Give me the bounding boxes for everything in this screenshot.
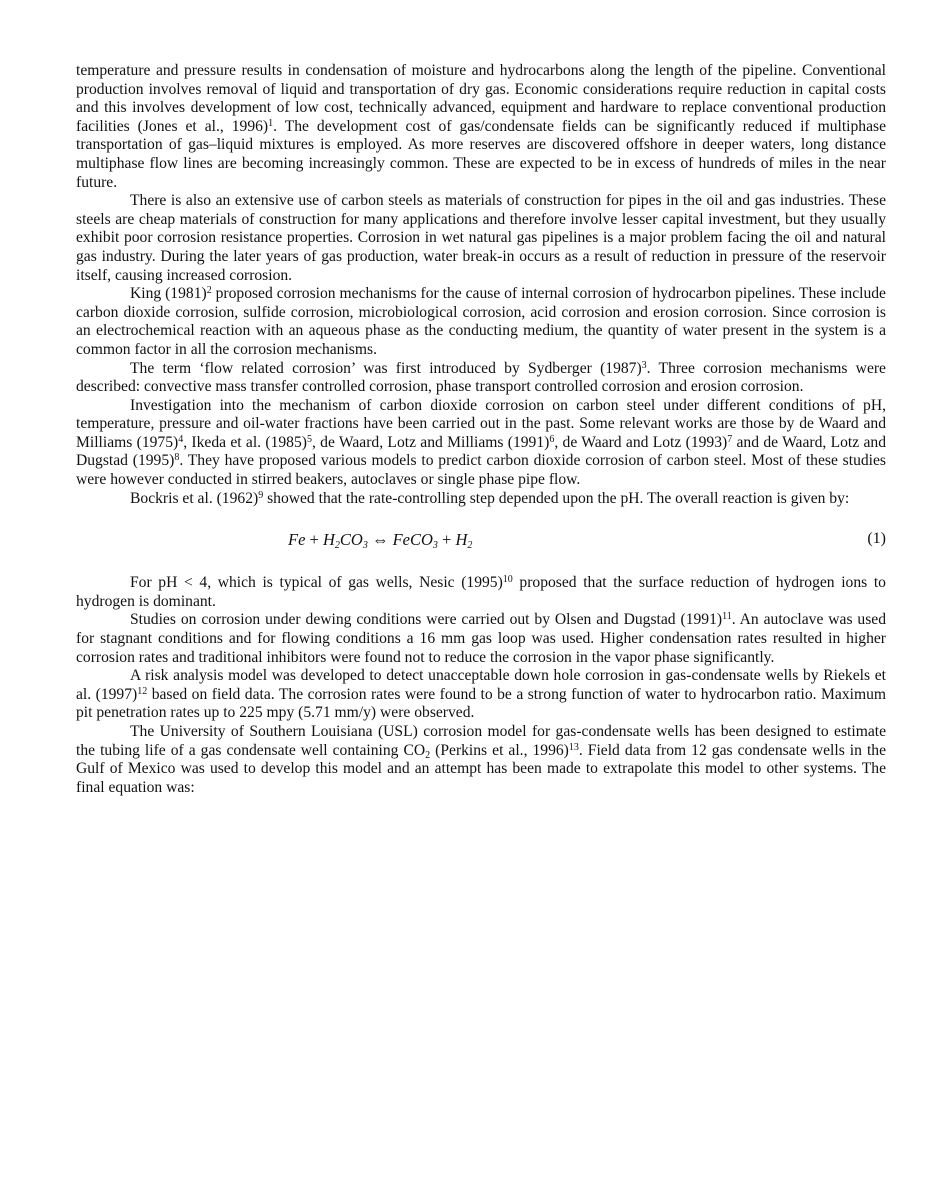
eq-h-sub: 2: [334, 540, 340, 552]
paragraph-8-text-b: . An autoclave was used for stagnant conditions and for flowing conditions a 16 mm gas loop was used. Higher condensation rates resulted in higher corrosion rates and traditional inhibitors were found not to reduce the corrosion in the vapor phase significantly.: [76, 611, 887, 666]
eq-plus-1: +: [309, 530, 319, 550]
eq-fe: Fe: [288, 530, 306, 550]
paragraph-10: [76, 723, 886, 797]
paragraph-9-text-a: A risk analysis model was developed to detect unacceptable down hole corrosion in gas-condensate wells by Riekels et al. (1997): [76, 667, 886, 703]
equation-formula: [288, 530, 472, 550]
reference-2: 2: [206, 285, 212, 297]
paragraph-5-text-e: and de Waard, Lotz and Dugstad (1995): [76, 433, 886, 470]
paragraph-7-text-a: For pH < 4, which is typical of gas wells, Nesic (1995): [130, 574, 503, 592]
paragraph-5-text-c: , de Waard, Lotz and Milliams (1991): [311, 433, 550, 451]
eq-plus-2: +: [442, 530, 452, 550]
reference-9: 9: [258, 489, 264, 501]
paragraph-9-text-b: based on field data. The corrosion rates were found to be a strong function of water to hydrocarbon ratio. Maximum pit penetration rates up to 225 mpy (5.71 mm/y) were observed.: [76, 685, 887, 722]
eq-feco-sub: 3: [432, 540, 438, 552]
reference-13: 13: [568, 741, 579, 753]
paragraph-10-text-b: (Perkins et al., 1996): [430, 741, 569, 759]
reference-12: 12: [137, 685, 148, 697]
paragraph-1-text-b: . The development cost of gas/condensate fields can be significantly reduced if multiphase transportation of gas–liquid mixtures is employed. As more reserves are discovered offshore in deeper waters, long distance multiphase flow lines are becoming increasingly common. These are expected to be in excess of hundreds of miles in the near future.: [76, 117, 886, 191]
paragraph-6-text-b: showed that the rate-controlling step depended upon the pH. The overall reaction is given by:: [263, 489, 850, 507]
eq-h2-sub: 2: [467, 540, 473, 552]
reference-4: 4: [178, 433, 184, 445]
paragraph-1: [76, 62, 886, 192]
paragraph-5-text-b: , Ikeda et al. (1985): [183, 433, 307, 451]
paragraph-5-text-a: Investigation into the mechanism of carbon dioxide corrosion on carbon steel under different conditions of pH, temperature, pressure and oil-water fractions have been carried out in the past. Some relevant works are those by de Waard and Milliams (1975): [76, 396, 886, 451]
eq-h: H: [322, 530, 335, 550]
reference-3: 3: [641, 359, 647, 371]
paragraph-5: [76, 397, 886, 490]
paragraph-4-text-a: The term ‘flow related corrosion’ was first introduced by Sydberger (1987): [130, 359, 642, 377]
reference-7: 7: [727, 433, 733, 445]
paragraph-8: [76, 611, 886, 667]
paragraph-6: [76, 490, 886, 509]
eq-h2: H: [455, 530, 468, 550]
paragraph-3: [76, 285, 886, 359]
paragraph-3-text-b: proposed corrosion mechanisms for the cause of internal corrosion of hydrocarbon pipelines. These include carbon dioxide corrosion, sulfide corrosion, microbiological corrosion, acid corrosion and erosion corrosion. Since corrosion is an electrochemical reaction with an aqueous phase as the conducting medium, the quantity of water present in the system is a common factor in all the corrosion mechanisms.: [76, 285, 886, 358]
paragraph-3-text-a: King (1981): [130, 285, 207, 303]
eq-co: CO: [339, 530, 363, 550]
paragraph-9: [76, 667, 886, 723]
eq-co-sub: 3: [362, 540, 368, 552]
reference-5: 5: [306, 433, 312, 445]
paragraph-6-text-a: Bockris et al. (1962): [130, 489, 259, 507]
paragraph-4-text-b: . Three corrosion mechanisms were described: convective mass transfer controlled corrosion, phase transport controlled corrosion and erosion corrosion.: [76, 359, 886, 396]
equation-number: (1): [867, 530, 886, 548]
eq-arrow: ⇔: [371, 530, 389, 550]
paragraph-10-text-a: The University of Southern Louisiana (USL) corrosion model for gas-condensate wells has been designed to estimate the tubing life of a gas condensate well containing CO: [76, 723, 886, 759]
body-text: [76, 62, 886, 797]
reference-1: 1: [268, 117, 274, 129]
eq-feco: FeCO: [392, 530, 433, 550]
paragraph-4: [76, 360, 886, 397]
paragraph-7: [76, 574, 886, 611]
co2-subscript: 2: [425, 749, 431, 761]
reference-8: 8: [174, 452, 180, 464]
paragraph-8-text-a: Studies on corrosion under dewing conditions were carried out by Olsen and Dugstad (1991): [130, 611, 723, 629]
equation-1: [76, 508, 886, 574]
paragraph-7-text-b: proposed that the surface reduction of hydrogen ions to hydrogen is dominant.: [76, 574, 886, 610]
paragraph-5-text-f: . They have proposed various models to predict carbon dioxide corrosion of carbon steel. Most of these studies were however conducted in stirred beakers, autoclaves or single phase pipe flow.: [76, 452, 886, 489]
paragraph-5-text-d: , de Waard and Lotz (1993): [554, 433, 728, 451]
paragraph-1-text-a: temperature and pressure results in condensation of moisture and hydrocarbons along the length of the pipeline. Conventional production involves removal of liquid and transportation of dry gas. Economic considerations require reduction in capital costs and this involves development of low cost, technically advanced, equipment and hardware to replace conventional production facilities (Jones et al., 1996): [76, 62, 886, 135]
reference-11: 11: [722, 611, 732, 623]
reference-10: 10: [502, 574, 513, 586]
paragraph-10-text-c: . Field data from 12 gas condensate wells in the Gulf of Mexico was used to develop this model and an attempt has been made to extrapolate this model to other systems. The final equation was:: [76, 741, 887, 796]
paragraph-2: There is also an extensive use of carbon steels as materials of construction for pipes in the oil and gas industries. These steels are cheap materials of construction for many applications and therefore involve lesser capital investment, but they usually exhibit poor corrosion resistance properties. Corrosion in wet natural gas pipelines is a major problem facing the oil and natural gas industry. During the later years of gas production, water break-in occurs as a result of reduction in pressure of the reservoir itself, causing increased corrosion.: [76, 192, 886, 284]
reference-6: 6: [549, 433, 555, 445]
